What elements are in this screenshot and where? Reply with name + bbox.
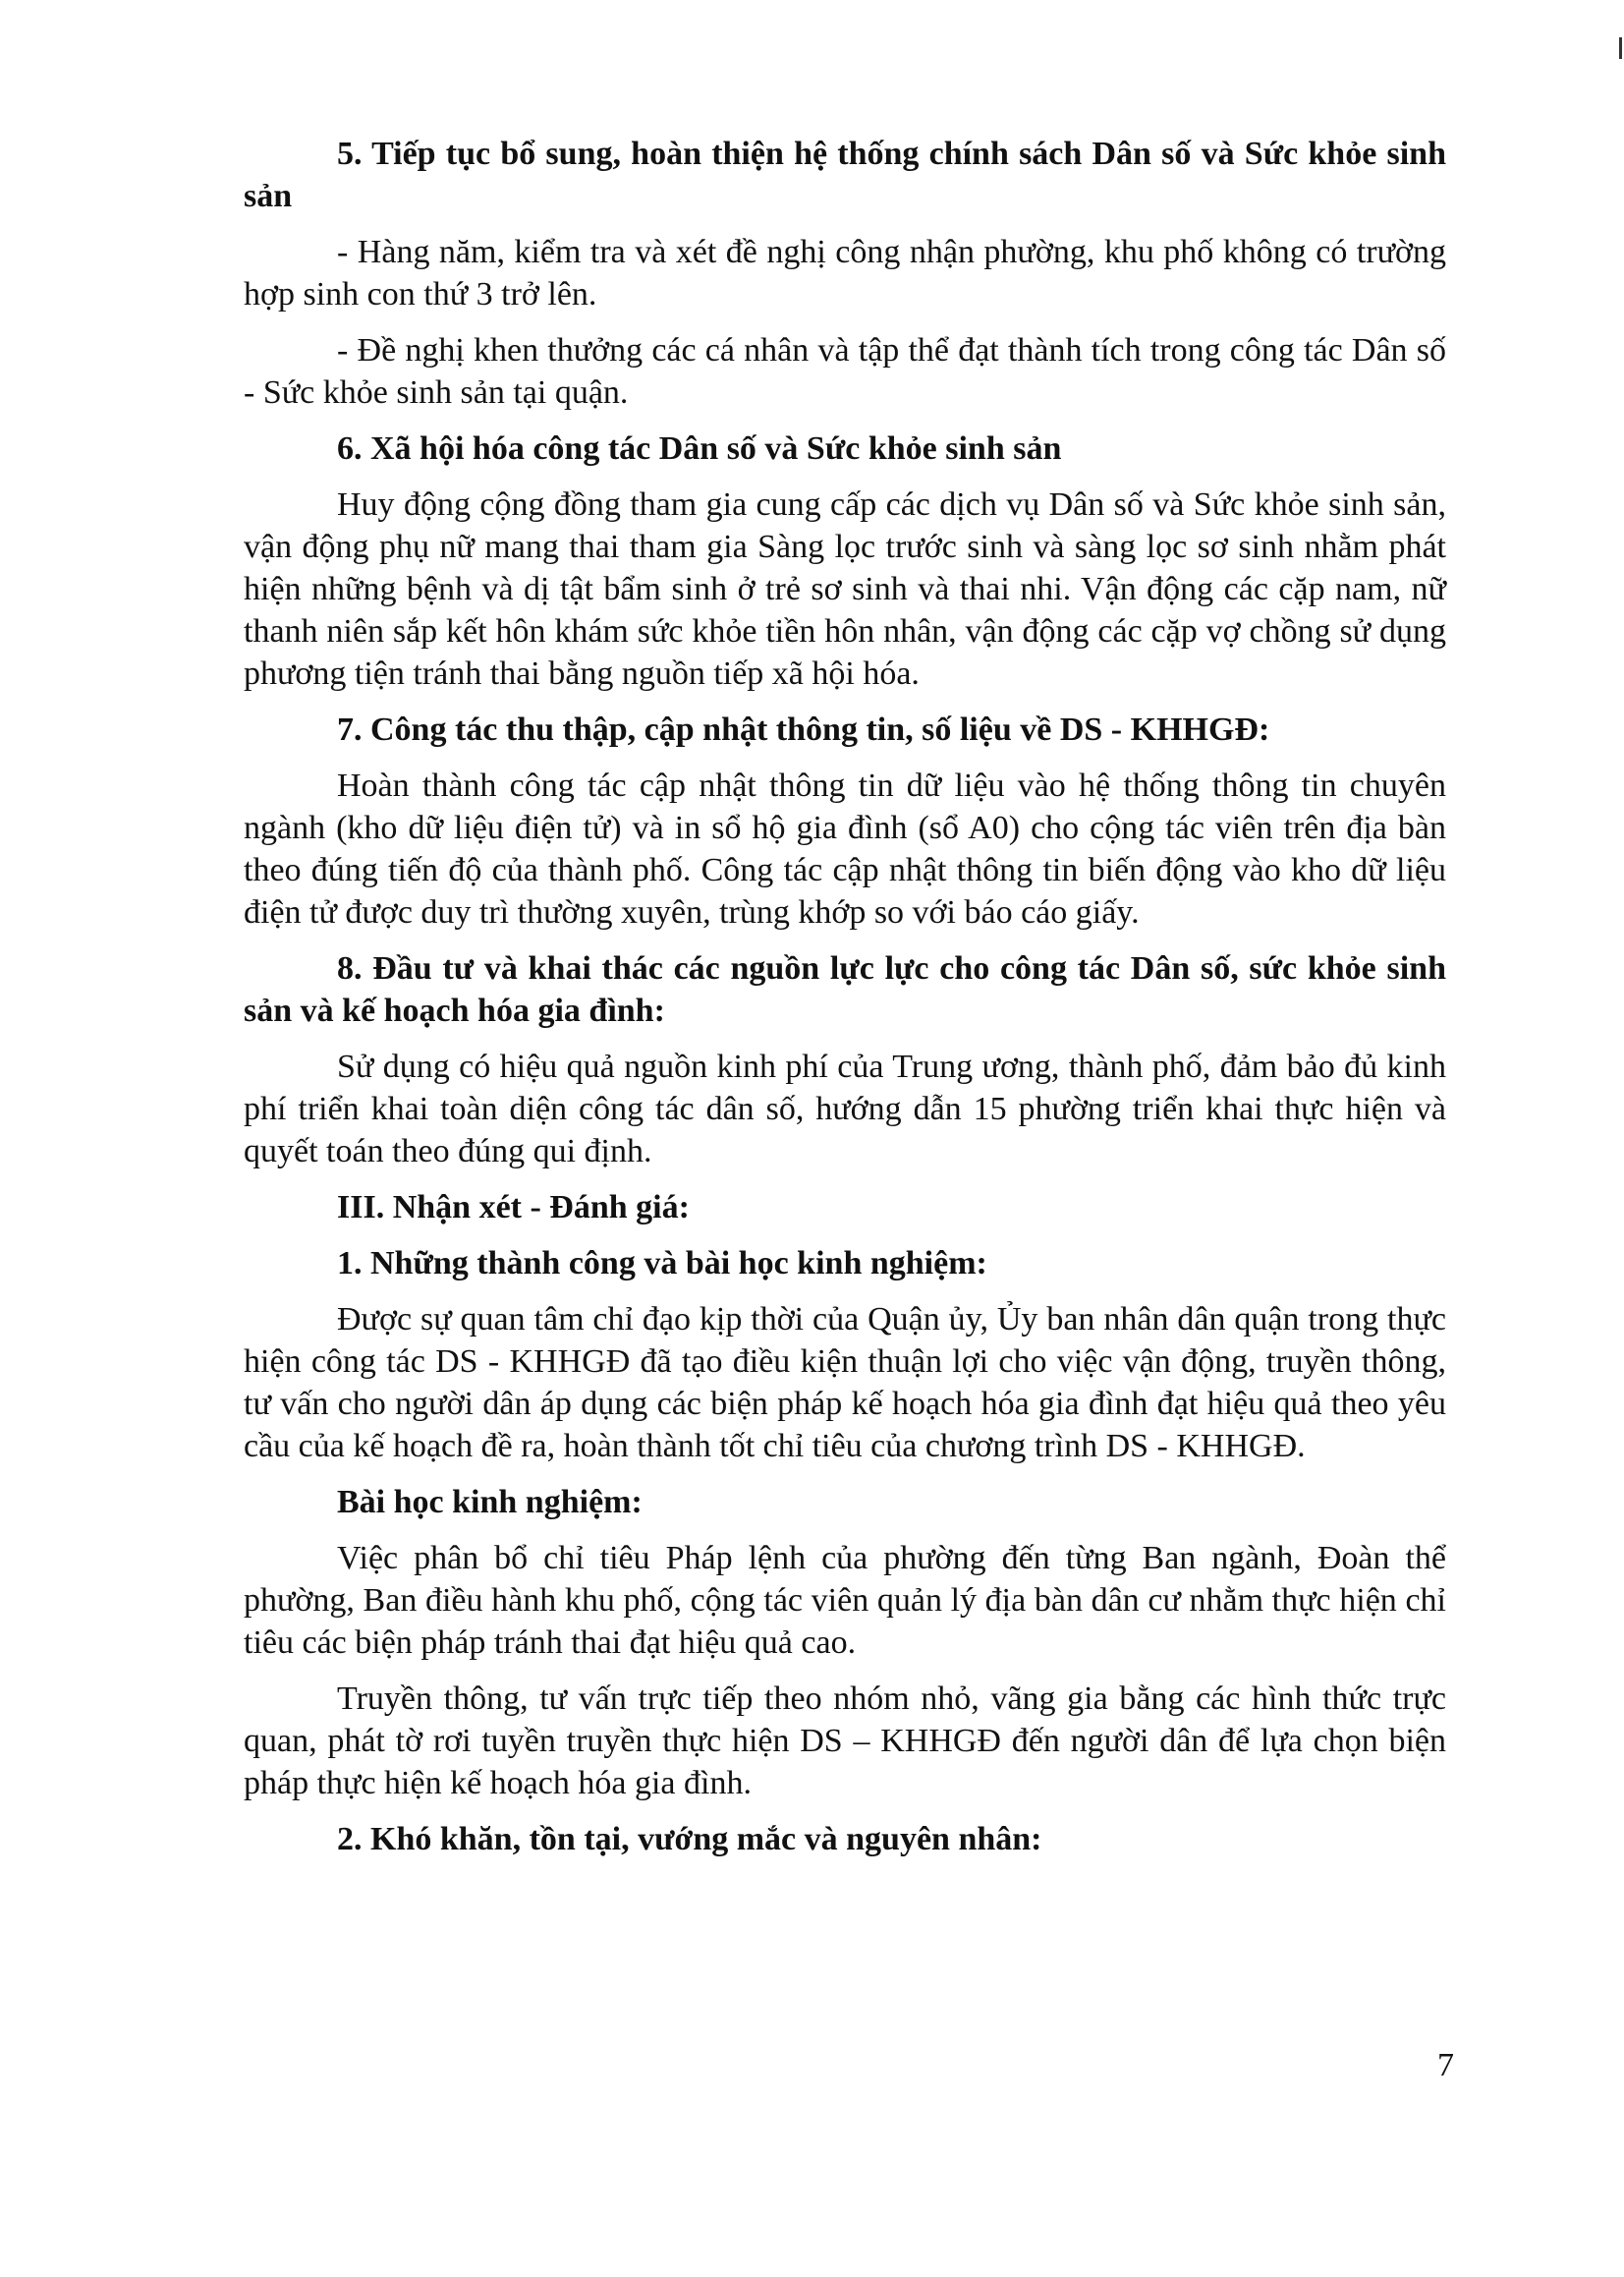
section-heading: 6. Xã hội hóa công tác Dân số và Sức khỏe sinh sản (337, 430, 1062, 467)
paragraph: Sử dụng có hiệu quả nguồn kinh phí của Trung ương, thành phố, đảm bảo đủ kinh phí triển khai toàn diện công tác dân số, hướng dẫn 15 phường triển khai thực hiện và quyết toán theo đúng qui định. (244, 1049, 1446, 1169)
paragraph: - Đề nghị khen thưởng các cá nhân và tập thể đạt thành tích trong công tác Dân số - Sức khỏe sinh sản tại quận. (244, 332, 1446, 411)
scan-margin-mark (1619, 37, 1622, 59)
section-iii (244, 1186, 1446, 1228)
paragraph: Truyền thông, tư vấn trực tiếp theo nhóm nhỏ, vãng gia bằng các hình thức trực quan, phát tờ rơi tuyền truyền thực hiện DS – KHHGĐ đến người dân để lựa chọn biện pháp thực hiện kế hoạch hóa gia đình. (244, 1680, 1446, 1801)
section-6 (244, 427, 1446, 695)
section-heading: III. Nhận xét - Đánh giá: (337, 1189, 690, 1225)
section-lessons (244, 1481, 1446, 1804)
section-heading: 8. Đầu tư và khai thác các nguồn lực lực cho công tác Dân số, sức khỏe sinh sản và kế hoạch hóa gia đình: (244, 950, 1446, 1029)
section-iii-2 (244, 1818, 1446, 1860)
section-7 (244, 709, 1446, 934)
section-heading: 7. Công tác thu thập, cập nhật thông tin, số liệu về DS - KHHGĐ: (337, 712, 1270, 748)
section-heading: 5. Tiếp tục bổ sung, hoàn thiện hệ thống chính sách Dân số và Sức khỏe sinh sản (244, 136, 1446, 214)
paragraph: - Hàng năm, kiểm tra và xét đề nghị công nhận phường, khu phố không có trường hợp sinh con thứ 3 trở lên. (244, 234, 1446, 313)
section-iii-1 (244, 1242, 1446, 1467)
section-8 (244, 947, 1446, 1172)
paragraph: Huy động cộng đồng tham gia cung cấp các dịch vụ Dân số và Sức khỏe sinh sản, vận động phụ nữ mang thai tham gia Sàng lọc trước sinh và sàng lọc sơ sinh nhằm phát hiện những bệnh và dị tật bẩm sinh ở trẻ sơ sinh và thai nhi. Vận động các cặp nam, nữ thanh niên sắp kết hôn khám sức khỏe tiền hôn nhân, vận động các cặp vợ chồng sử dụng phương tiện tránh thai bằng nguồn tiếp xã hội hóa. (244, 486, 1446, 692)
page-body (244, 133, 1446, 1874)
section-heading: 2. Khó khăn, tồn tại, vướng mắc và nguyên nhân: (337, 1821, 1042, 1857)
section-heading: Bài học kinh nghiệm: (337, 1484, 643, 1520)
paragraph: Việc phân bổ chỉ tiêu Pháp lệnh của phường đến từng Ban ngành, Đoàn thể phường, Ban điều hành khu phố, cộng tác viên quản lý địa bàn dân cư nhằm thực hiện chỉ tiêu các biện pháp tránh thai đạt hiệu quả cao. (244, 1540, 1446, 1661)
paragraph: Hoàn thành công tác cập nhật thông tin dữ liệu vào hệ thống thông tin chuyên ngành (kho dữ liệu điện tử) và in sổ hộ gia đình (sổ A0) cho cộng tác viên trên địa bàn theo đúng tiến độ của thành phố. Công tác cập nhật thông tin biến động vào kho dữ liệu điện tử được duy trì thường xuyên, trùng khớp so với báo cáo giấy. (244, 768, 1446, 931)
paragraph: Được sự quan tâm chỉ đạo kịp thời của Quận ủy, Ủy ban nhân dân quận trong thực hiện công tác DS - KHHGĐ đã tạo điều kiện thuận lợi cho việc vận động, truyền thông, tư vấn cho người dân áp dụng các biện pháp kế hoạch hóa gia đình đạt hiệu quả theo yêu cầu của kế hoạch đề ra, hoàn thành tốt chỉ tiêu của chương trình DS - KHHGĐ. (244, 1301, 1446, 1464)
section-heading: 1. Những thành công và bài học kinh nghiệm: (337, 1245, 987, 1281)
page-number: 7 (1437, 2047, 1454, 2083)
section-5 (244, 133, 1446, 414)
